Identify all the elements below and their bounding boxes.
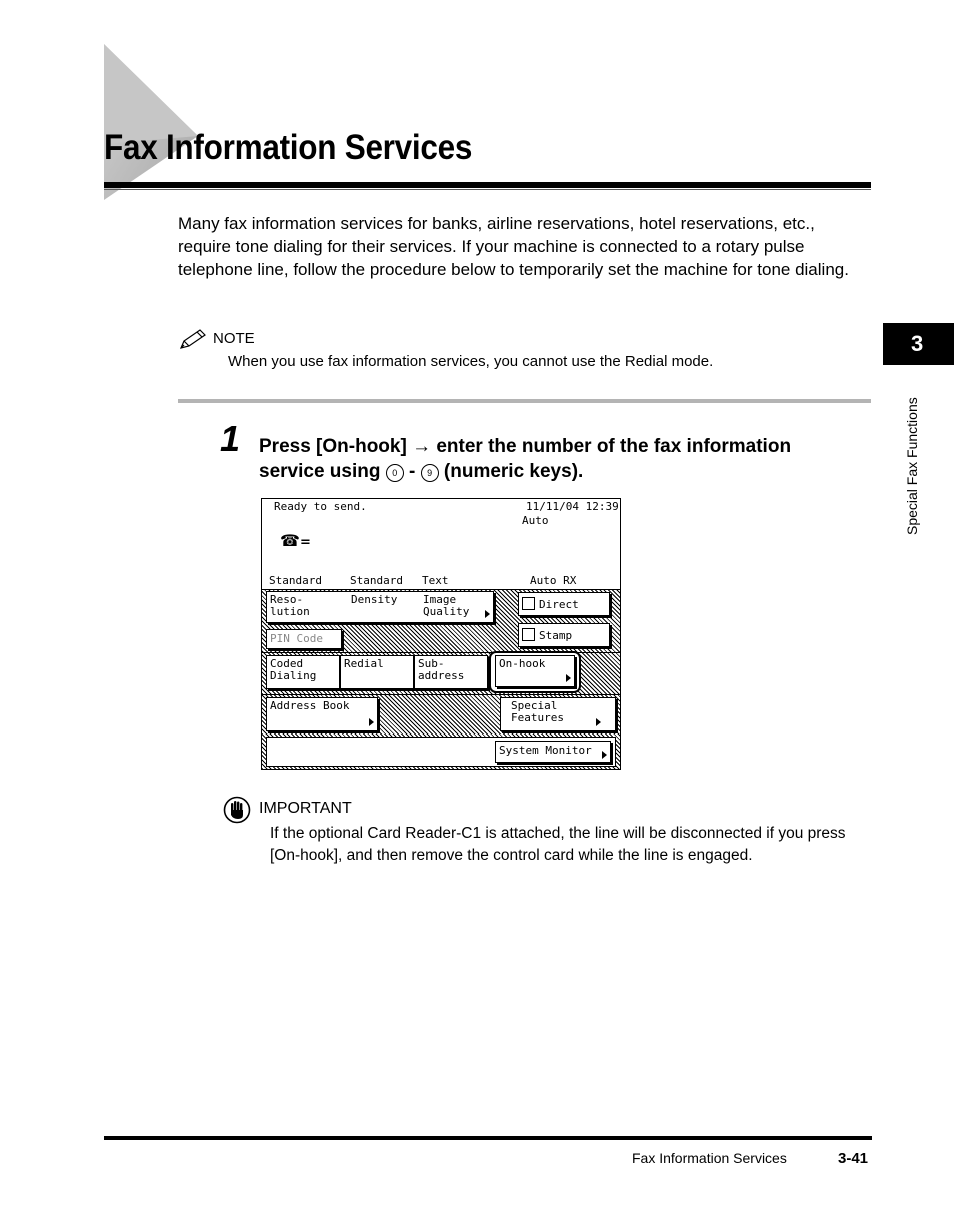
step-line-2-start: service using: [259, 461, 381, 482]
step-number: 1: [220, 418, 241, 459]
important-text: If the optional Card Reader-C1 is attached, the line will be disconnected if you press [On-hook], and then remove the control card while the line is engaged.: [270, 825, 846, 864]
direct-button[interactable]: [518, 592, 610, 616]
resolution-label: [270, 594, 310, 618]
footer-title: Fax Information Services: [632, 1150, 787, 1166]
title-rule: [104, 182, 871, 188]
chapter-side-label: Special Fax Functions: [904, 397, 920, 535]
checkbox-icon: [522, 628, 535, 641]
pin-code-label: PIN Code: [270, 632, 323, 645]
note-label: NOTE: [213, 330, 255, 347]
address-book-label: Address Book: [270, 699, 350, 712]
subaddress-line2: address: [418, 669, 465, 682]
checkbox-icon: [522, 597, 535, 610]
section-separator: [178, 399, 871, 403]
special-features-line2: Features: [511, 711, 564, 724]
image-quality-line1: Image: [423, 593, 457, 606]
subaddress-button[interactable]: [414, 655, 488, 689]
chapter-tab: 3: [883, 323, 954, 365]
step-line-1: Press [On-hook] → enter the number of the fax information: [259, 436, 792, 457]
stamp-label: [522, 628, 572, 642]
system-monitor-label: System Monitor: [499, 744, 592, 757]
density-label: Density: [351, 593, 398, 606]
lcd-label-density: Standard: [350, 574, 403, 587]
lcd-datetime: 11/11/04 12:39: [526, 500, 619, 513]
step-line-2-end: (numeric keys).: [443, 461, 584, 482]
hand-stop-icon: [223, 796, 251, 824]
lcd-label-image-quality: Text: [422, 574, 449, 587]
address-book-button[interactable]: [266, 697, 378, 731]
coded-dialing-line1: Coded: [270, 657, 304, 670]
arrow-right-icon: [485, 610, 490, 618]
coded-dialing-label: [270, 658, 316, 682]
resolution-label-line1: Reso-: [270, 593, 304, 606]
special-features-button[interactable]: [500, 697, 616, 731]
lcd-divider-row4: [262, 694, 620, 695]
arrow-right-icon: [602, 751, 607, 759]
lcd-screen: [261, 498, 621, 770]
step-instruction: [259, 434, 859, 484]
on-hook-button[interactable]: [495, 655, 575, 687]
stamp-button[interactable]: [518, 623, 610, 647]
lcd-label-receive-mode: Auto RX: [530, 574, 577, 587]
step-dash: -: [409, 461, 416, 482]
numeric-key-9-icon: 9: [421, 464, 439, 482]
lcd-mode: Auto: [522, 514, 549, 527]
direct-text: Direct: [539, 598, 579, 611]
coded-dialing-line2: Dialing: [270, 669, 317, 682]
redial-button[interactable]: [340, 655, 414, 689]
page-number: 3-41: [838, 1150, 869, 1167]
stamp-text: Stamp: [539, 629, 573, 642]
resolution-label-line2: lution: [270, 605, 310, 618]
direct-label: [522, 597, 579, 611]
lcd-divider-top: [262, 589, 620, 590]
on-hook-label: On-hook: [499, 657, 546, 670]
footer-rule: [104, 1136, 872, 1140]
numeric-key-0-icon: 0: [386, 464, 404, 482]
telephone-icon: ☎: [280, 531, 300, 550]
pin-code-button[interactable]: [266, 629, 342, 649]
header-triangle-graphic: [104, 44, 204, 200]
resolution-density-quality-button[interactable]: [266, 591, 494, 623]
image-quality-label: [423, 594, 469, 618]
special-features-label: [511, 700, 564, 724]
arrow-right-icon: [369, 718, 374, 726]
redial-label: Redial: [344, 657, 384, 670]
intro-paragraph: Many fax information services for banks, airline reservations, hotel reservations, etc., require tone dialing for their services. If your machine is connected to a rotary pulse telephone line, follow the procedure below to temporarily set the machine for tone dialing.: [178, 214, 849, 279]
pencil-icon: [178, 328, 208, 352]
system-monitor-button[interactable]: [495, 741, 611, 763]
arrow-right-icon: [596, 718, 601, 726]
step-line-2: [259, 459, 859, 484]
image-quality-line2: Quality: [423, 605, 470, 618]
lcd-status: Ready to send.: [274, 500, 367, 513]
special-features-line1: Special: [511, 699, 558, 712]
subaddress-label: [418, 658, 464, 682]
lcd-phone-equals: =: [300, 535, 311, 550]
title-rule-thin: [104, 189, 871, 190]
arrow-right-icon: [566, 674, 571, 682]
coded-dialing-button[interactable]: [266, 655, 340, 689]
note-text: When you use fax information services, you cannot use the Redial mode.: [228, 353, 714, 370]
important-label: IMPORTANT: [259, 800, 352, 817]
lcd-label-resolution: Standard: [269, 574, 322, 587]
subaddress-line1: Sub-: [418, 657, 445, 670]
page-title: Fax Information Services: [104, 128, 473, 167]
